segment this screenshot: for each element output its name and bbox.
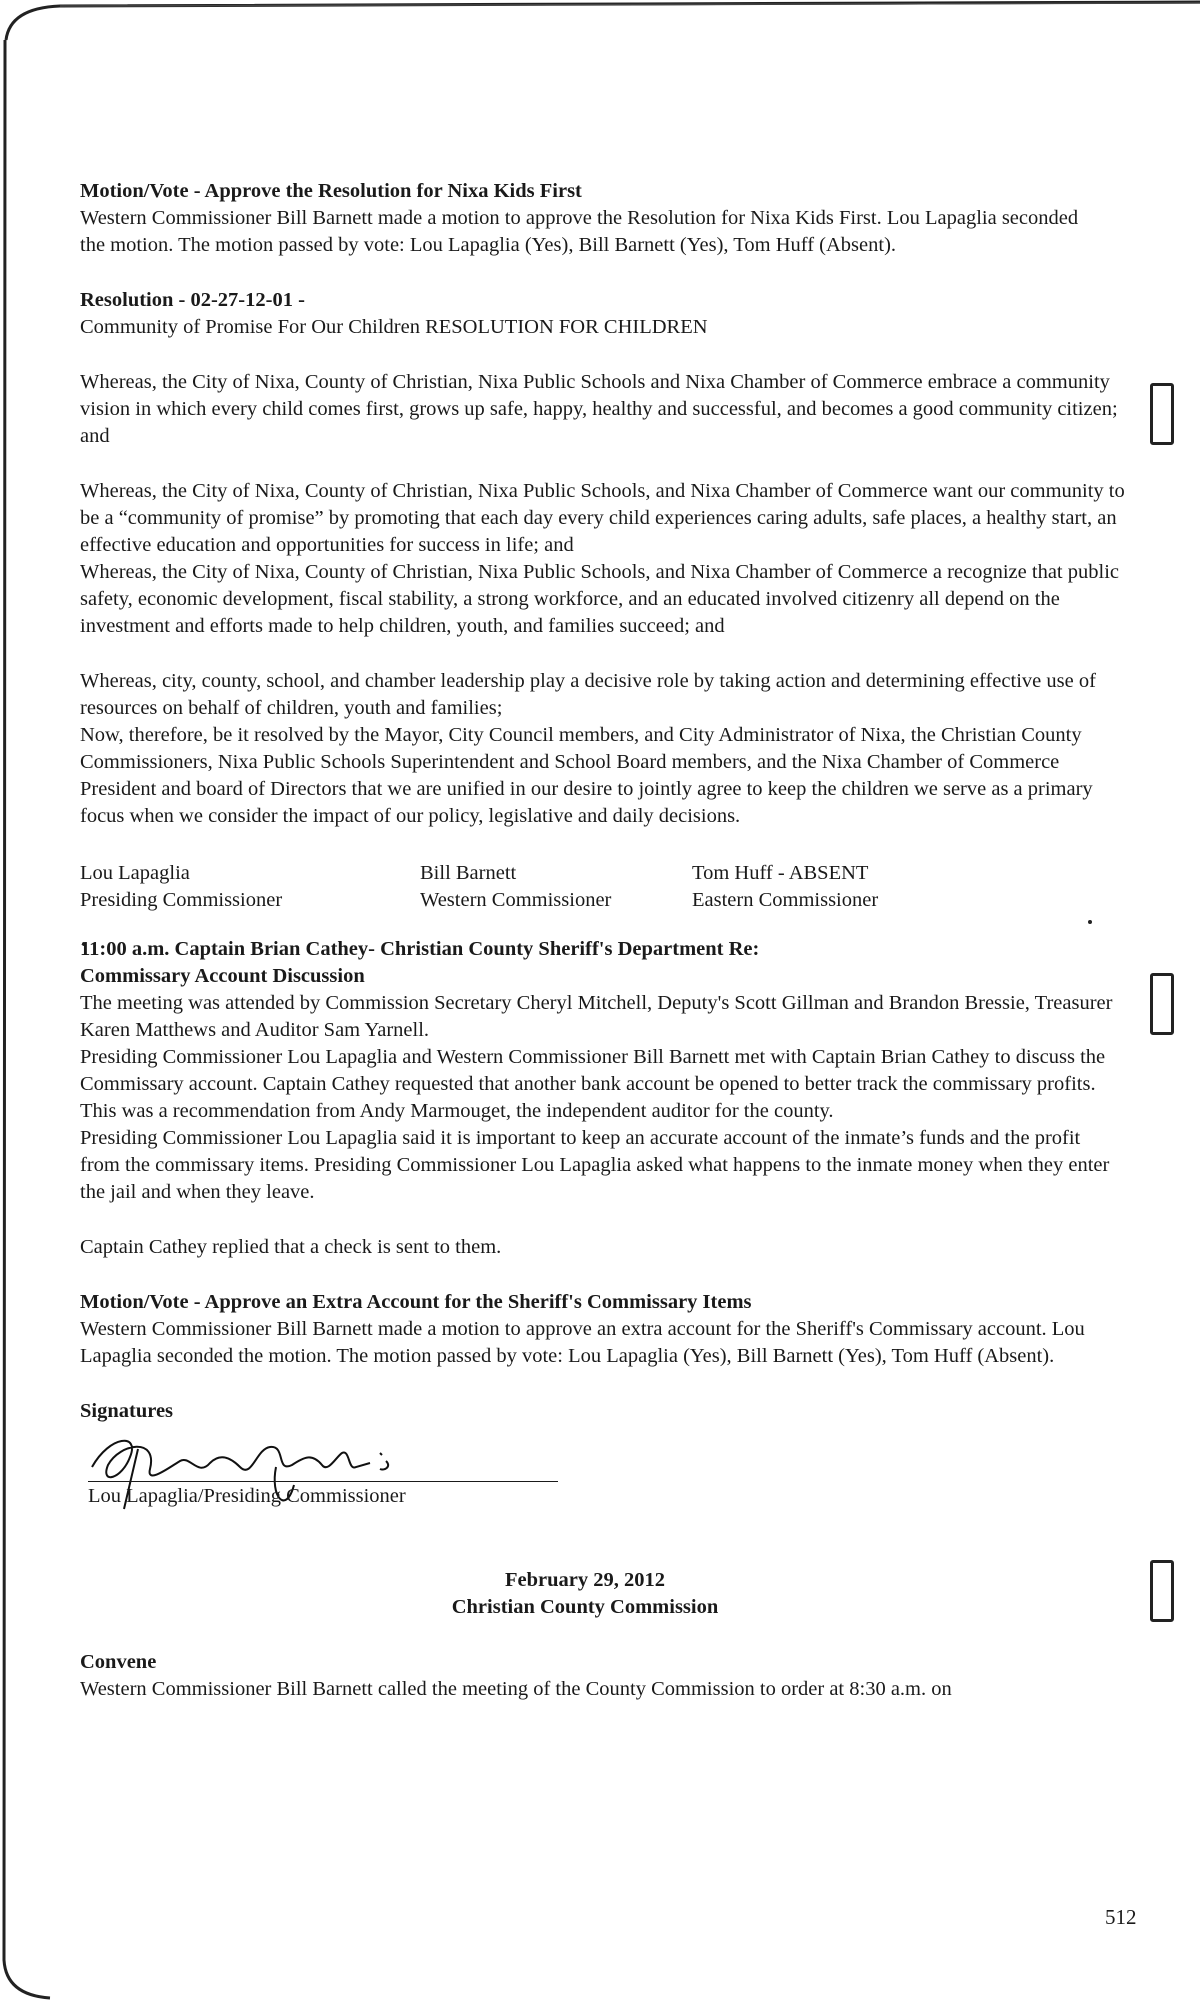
page-number: 512 xyxy=(1105,1905,1137,1929)
motion-text: Western Commissioner Bill Barnett made a motion to approve the Resolution for Nixa Kids First. Lou Lapaglia seconded the motion. The motion passed by vote: Lou Lapaglia (Yes), Bill Barnett (Yes), Tom Huff (Absent). xyxy=(80,207,1079,256)
motion-text: Western Commissioner Bill Barnett made a motion to approve an extra account for the Sheriff's Commissary account. Lou Lapaglia seconded the motion. The motion passed by vote: Lou Lapaglia (Yes), Bill Barnett (Yes), Tom Huff (Absent). xyxy=(80,1318,1085,1367)
signer-name: Tom Huff - ABSENT xyxy=(692,862,869,884)
binder-punch-hole xyxy=(1150,383,1174,445)
meeting-body-name: Christian County Commission xyxy=(451,1596,719,1618)
signer-name: Bill Barnett xyxy=(420,862,517,884)
signatures-heading: Signatures xyxy=(80,1400,174,1422)
resolution-paragraph: Whereas, the City of Nixa, County of Christian, Nixa Public Schools, and Nixa Chamber of Commerce want our community to be a “community of promise” by promoting that each day every child experiences caring adults, safe places, a healthy start, an effective education and opportunities for success in life; and xyxy=(80,480,1125,556)
meeting-paragraph: Western Commissioner Bill Barnett called the meeting of the County Commission to order at 8:30 a.m. on xyxy=(80,1678,952,1700)
section-heading: Commissary Account Discussion xyxy=(80,965,365,987)
resolution-paragraph: Whereas, the City of Nixa, County of Christian, Nixa Public Schools and Nixa Chamber of Commerce embrace a community vision in which every child comes first, grows up safe, happy, healthy and successful, and becomes a good community citizen; and xyxy=(80,371,1118,447)
signer-column xyxy=(420,860,692,914)
resolution-paragraph: Whereas, city, county, school, and chamber leadership play a decisive role by taking action and determining effective use of resources on behalf of children, youth and families; xyxy=(80,670,1096,719)
motion-heading: Motion/Vote - Approve an Extra Account for the Sheriff's Commissary Items xyxy=(80,1291,752,1313)
meeting-paragraph: The meeting was attended by Commission Secretary Cheryl Mitchell, Deputy's Scott Gillman and Brandon Bressie, Treasurer Karen Matthews and Auditor Sam Yarnell. xyxy=(80,992,1113,1041)
signer-column xyxy=(80,860,420,914)
signer-table xyxy=(80,860,1140,914)
resolution-heading: Resolution - 02-27-12-01 - xyxy=(80,289,305,311)
section-heading: Convene xyxy=(80,1651,157,1673)
signature-line xyxy=(88,1481,558,1482)
section-heading: 11:00 a.m. Captain Brian Cathey- Christian County Sheriff's Department Re: xyxy=(80,938,760,960)
meeting-paragraph: Captain Cathey replied that a check is sent to them. xyxy=(80,1236,502,1258)
resolution-paragraph: Whereas, the City of Nixa, County of Christian, Nixa Public Schools, and Nixa Chamber of Commerce a recognize that public safety, economic development, fiscal stability, a strong workforce, and an educated involved citizenry all depend on the investment and efforts made to help children, youth, and families succeed; and xyxy=(80,561,1119,637)
resolution-subtitle: Community of Promise For Our Children RESOLUTION FOR CHILDREN xyxy=(80,316,708,338)
binder-punch-hole xyxy=(1150,1560,1174,1622)
meeting-paragraph: Presiding Commissioner Lou Lapaglia said it is important to keep an accurate account of the inmate’s funds and the profit from the commissary items. Presiding Commissioner Lou Lapaglia asked what happens to the inmate money when they enter the jail and when they leave. xyxy=(80,1127,1110,1203)
meeting-date: February 29, 2012 xyxy=(505,1569,665,1591)
signer-column xyxy=(692,860,992,914)
binder-punch-hole xyxy=(1150,973,1174,1035)
motion-heading: Motion/Vote - Approve the Resolution for Nixa Kids First xyxy=(80,180,582,202)
signer-title: Eastern Commissioner xyxy=(692,889,879,911)
signer-title: Western Commissioner xyxy=(420,889,612,911)
resolution-paragraph: Now, therefore, be it resolved by the Mayor, City Council members, and City Administrator of Nixa, the Christian County Commissioners, Nixa Public Schools Superintendent and School Board members, and the Nixa Chamber of Commerce President and board of Directors that we are unified in our desire to jointly agree to keep the children we serve as a primary focus when we consider the impact of our policy, legislative and daily decisions. xyxy=(80,724,1093,827)
document-body xyxy=(80,178,1140,1703)
signer-name: Lou Lapaglia xyxy=(80,862,190,884)
signer-title: Presiding Commissioner xyxy=(80,889,283,911)
signature-caption: Lou Lapaglia/Presiding Commissioner xyxy=(88,1485,406,1507)
signature-block xyxy=(80,1431,1140,1523)
meeting-paragraph: Presiding Commissioner Lou Lapaglia and Western Commissioner Bill Barnett met with Captain Brian Cathey to discuss the Commissary account. Captain Cathey requested that another bank account be opened to better track the commissary profits. This was a recommendation from Andy Marmouget, the independent auditor for the county. xyxy=(80,1046,1106,1122)
